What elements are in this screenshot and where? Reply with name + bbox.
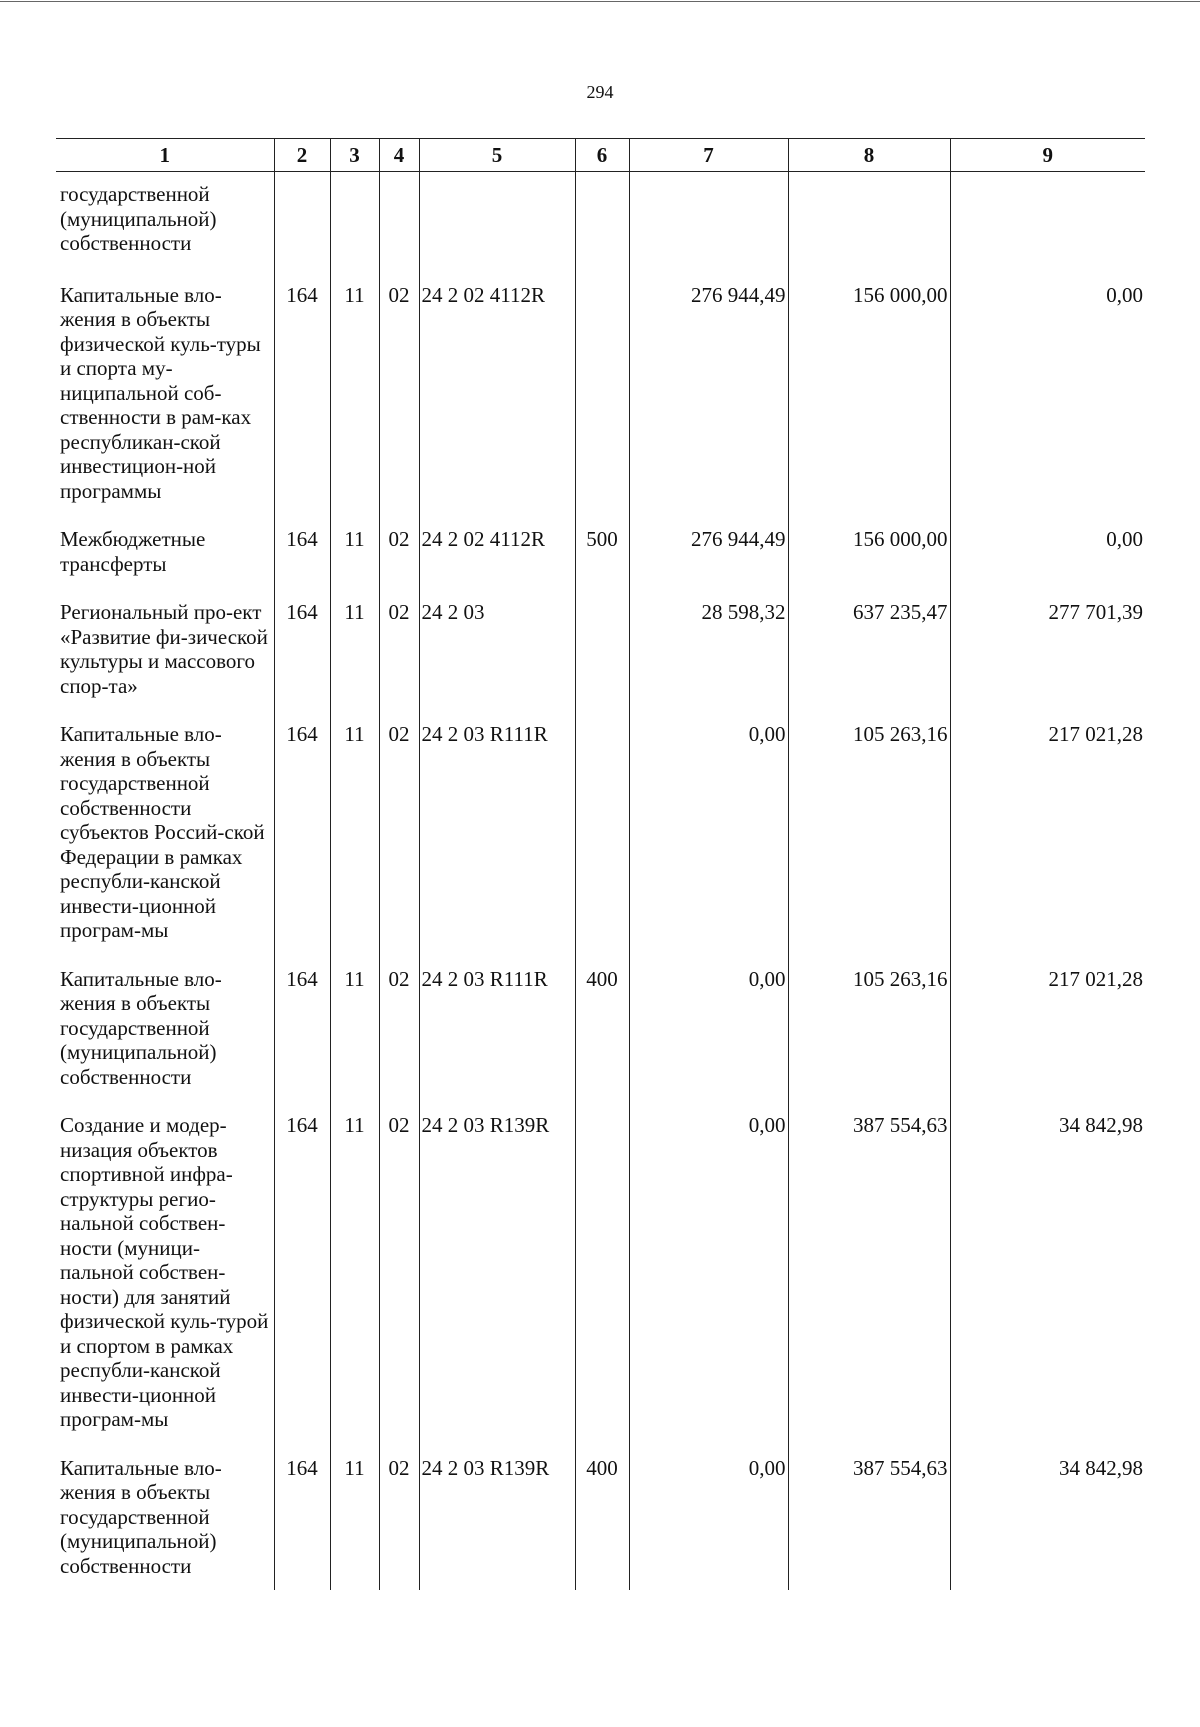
amount-col8-cell: 156 000,00 — [788, 519, 950, 592]
expense-type-code-cell: 400 — [575, 959, 629, 1106]
top-rule — [0, 1, 1200, 2]
column-header: 8 — [788, 139, 950, 172]
amount-col9-cell: 217 021,28 — [950, 959, 1145, 1106]
table-row — [56, 172, 1145, 275]
column-header: 4 — [379, 139, 419, 172]
target-item-code-cell: 24 2 03 R111R — [419, 714, 575, 959]
row-name-cell: Капитальные вло-жения в объекты физической куль-туры и спорта му-ниципальной соб-ственности в рам-ках республикан-ской инвестицион-ной программы — [60, 282, 261, 503]
column-header: 3 — [330, 139, 379, 172]
amount-col8-cell: 105 263,16 — [788, 959, 950, 1106]
section-code-cell: 11 — [330, 714, 379, 959]
row-name-cell: Капитальные вло-жения в объекты государственной (муниципальной) собственности — [60, 966, 222, 1089]
row-name-cell: Региональный про-ект «Развитие фи-зической культуры и массового спор-та» — [60, 600, 268, 698]
amount-col8-cell: 637 235,47 — [788, 592, 950, 714]
amount-col9-cell: 0,00 — [950, 519, 1145, 592]
expense-type-code-cell — [575, 714, 629, 959]
subsection-code-cell: 02 — [379, 714, 419, 959]
gr-code-cell: 164 — [274, 1448, 330, 1591]
amount-col8-cell: 105 263,16 — [788, 714, 950, 959]
gr-code-cell: 164 — [274, 275, 330, 520]
section-code-cell: 11 — [330, 959, 379, 1106]
section-code-cell: 11 — [330, 1105, 379, 1448]
target-item-code-cell: 24 2 03 R139R — [419, 1448, 575, 1591]
target-item-code-cell: 24 2 03 — [419, 592, 575, 714]
column-header: 2 — [274, 139, 330, 172]
target-item-code-cell: 24 2 02 4112R — [419, 275, 575, 520]
table-row — [56, 592, 1145, 714]
section-code-cell: 11 — [330, 275, 379, 520]
table-row — [56, 519, 1145, 592]
row-name-cell: Создание и модер-низация объектов спортивной инфра-структуры регио-нальной собствен-ности (муници-пальной собствен-ности) для занятий физической куль-турой и спортом в рамках республи-канской инвести-ционной програм-мы — [60, 1113, 269, 1431]
amount-col9-cell — [950, 172, 1145, 275]
amount-col8-cell — [788, 172, 950, 275]
subsection-code-cell: 02 — [379, 519, 419, 592]
row-name-cell: Капитальные вло-жения в объекты государственной (муниципальной) собственности — [60, 1455, 222, 1578]
subsection-code-cell: 02 — [379, 592, 419, 714]
table-row — [56, 1105, 1145, 1448]
table-row — [56, 959, 1145, 1106]
subsection-code-cell — [379, 172, 419, 275]
section-code-cell — [330, 172, 379, 275]
expense-type-code-cell — [575, 275, 629, 520]
table-row — [56, 1448, 1145, 1591]
subsection-code-cell: 02 — [379, 275, 419, 520]
amount-col9-cell: 217 021,28 — [950, 714, 1145, 959]
amount-col9-cell: 277 701,39 — [950, 592, 1145, 714]
amount-col7-cell: 0,00 — [629, 959, 788, 1106]
amount-col7-cell: 0,00 — [629, 714, 788, 959]
section-code-cell: 11 — [330, 592, 379, 714]
amount-col8-cell: 387 554,63 — [788, 1448, 950, 1591]
amount-col9-cell: 34 842,98 — [950, 1105, 1145, 1448]
column-header: 7 — [629, 139, 788, 172]
amount-col8-cell: 156 000,00 — [788, 275, 950, 520]
amount-col8-cell: 387 554,63 — [788, 1105, 950, 1448]
section-code-cell: 11 — [330, 519, 379, 592]
target-item-code-cell: 24 2 02 4112R — [419, 519, 575, 592]
column-header: 6 — [575, 139, 629, 172]
section-code-cell: 11 — [330, 1448, 379, 1591]
amount-col7-cell: 276 944,49 — [629, 275, 788, 520]
expense-type-code-cell — [575, 172, 629, 275]
subsection-code-cell: 02 — [379, 1105, 419, 1448]
amount-col9-cell: 34 842,98 — [950, 1448, 1145, 1591]
header-row — [56, 139, 1145, 172]
page-number: 294 — [586, 82, 614, 102]
amount-col7-cell: 276 944,49 — [629, 519, 788, 592]
expense-type-code-cell: 400 — [575, 1448, 629, 1591]
gr-code-cell: 164 — [274, 592, 330, 714]
subsection-code-cell: 02 — [379, 959, 419, 1106]
expense-type-code-cell — [575, 592, 629, 714]
amount-col7-cell: 0,00 — [629, 1105, 788, 1448]
amount-col7-cell: 28 598,32 — [629, 592, 788, 714]
table-row — [56, 714, 1145, 959]
gr-code-cell: 164 — [274, 1105, 330, 1448]
expense-type-code-cell: 500 — [575, 519, 629, 592]
amount-col9-cell: 0,00 — [950, 275, 1145, 520]
gr-code-cell — [274, 172, 330, 275]
gr-code-cell: 164 — [274, 959, 330, 1106]
row-name-cell: государственной (муниципальной) собственности — [60, 182, 217, 255]
subsection-code-cell: 02 — [379, 1448, 419, 1591]
target-item-code-cell — [419, 172, 575, 275]
amount-col7-cell — [629, 172, 788, 275]
column-header: 1 — [56, 139, 274, 172]
table-row — [56, 275, 1145, 520]
expense-type-code-cell — [575, 1105, 629, 1448]
target-item-code-cell: 24 2 03 R111R — [419, 959, 575, 1106]
budget-table — [56, 138, 1145, 1590]
target-item-code-cell: 24 2 03 R139R — [419, 1105, 575, 1448]
column-header: 5 — [419, 139, 575, 172]
row-name-cell: Капитальные вло-жения в объекты государственной собственности субъектов Россий-ской Федерации в рамках республи-канской инвести-ционной програм-мы — [60, 722, 265, 942]
gr-code-cell: 164 — [274, 714, 330, 959]
row-name-cell: Межбюджетные трансферты — [60, 527, 206, 576]
column-header: 9 — [950, 139, 1145, 172]
gr-code-cell: 164 — [274, 519, 330, 592]
amount-col7-cell: 0,00 — [629, 1448, 788, 1591]
